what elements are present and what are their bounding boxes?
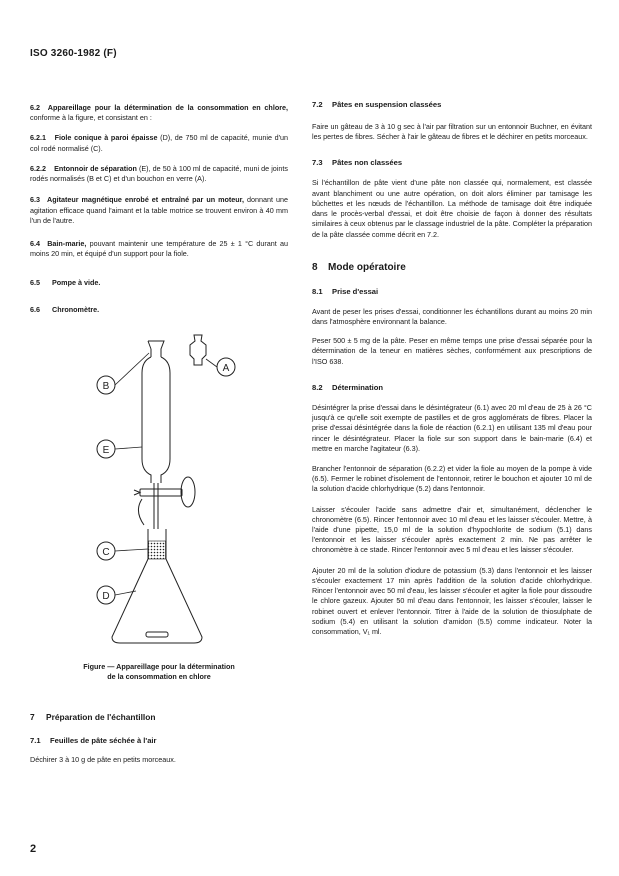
conical-flask	[112, 559, 202, 643]
ground-joint	[149, 541, 166, 559]
section-8-1-para-2: Peser 500 ± 5 mg de la pâte. Peser en même temps une prise d'essai séparée pour la détermination de la teneur en matières sèches, conformément aux prescriptions de l'ISO 638.	[312, 336, 592, 366]
section-6-5: 6.5 Pompe à vide.	[30, 278, 101, 288]
separating-funnel	[142, 357, 151, 483]
stirrer-bar	[146, 632, 168, 637]
page-number: 2	[30, 843, 37, 855]
section-8-1-heading: 8.1 Prise d'essai	[312, 286, 379, 296]
section-8-2-para-1: Désintégrer la prise d'essai dans le désintégrateur (6.1) avec 20 ml d'eau de 25 à 26 °C jusqu'à ce qu'elle soit exempte de pastilles et de gros agglomérats de fibres. Placer la prise d'essai désintégrée dans la fiole de réaction (6.2.1) en utilisant 135 ml d'eau pour rincer le désintégrateur. Placer la fiole sur son support dans le bain-marie (6.4) et mettre en marche l'agitateur (6.3).	[312, 402, 592, 453]
section-8-2-para-3: Laisser s'écouler l'acide sans admettre d'air et, simultanément, déclencher le chronomètre (6.5). Rincer l'entonnoir avec 10 ml d'eau et les laisser s'écouler. Mettre, à l'aide d'une pipette, 15,0 ml de la solution d'hypochlorite de sodium (5.1) dans l'entonnoir et les laisser s'écouler après exactement 2 min. Ne pas arrêter le chronomètre à ce stade. Rincer l'entonnoir avec 5 ml d'eau et les laisser s'écouler.	[312, 504, 592, 555]
section-8-1-para-1: Avant de peser les prises d'essai, conditionner les échantillons durant au moins 20 min dans l'atmosphère environnant la balance.	[312, 306, 592, 326]
label-d: D	[102, 590, 110, 602]
section-6-3: 6.3 Agitateur magnétique enrobé et entraîné par un moteur, donnant une agitation efficace quand l'aimant et la table motrice se trouvent environ à 40 mm l'un de l'autre.	[30, 195, 288, 225]
section-7-heading: 7 Préparation de l'échantillon	[30, 712, 156, 722]
stopcock	[140, 489, 182, 496]
section-7-1-body: Déchirer 3 à 10 g de pâte en petits morceaux.	[30, 755, 176, 764]
glass-stopper	[190, 335, 206, 365]
section-6-4: 6.4 Bain-marie, pouvant maintenir une température de 25 ± 1 °C durant au moins 20 min, et équipé d'un support pour la fiole.	[30, 238, 288, 259]
section-8-2-para-2: Brancher l'entonnoir de séparation (6.2.2) et vider la fiole au moyen de la pompe à vide (6.5). Fermer le robinet d'isolement de l'entonnoir, retirer le bouchon et ajouter 10 ml de la solution d'acide chlorhydrique (5.2) dans l'entonnoir.	[312, 463, 592, 494]
stopcock-handle	[181, 477, 195, 507]
section-7-2-body: Faire un gâteau de 3 à 10 g sec à l'air par filtration sur un entonnoir Buchner, en évitant les pertes de fibres. Sécher à l'air le gâteau de fibres et le déchirer en petits morceaux.	[312, 122, 592, 142]
section-6-2-1: 6.2.1 Fiole conique à paroi épaisse (D), de 750 ml de capacité, munie d'un col rodé normalisé (C).	[30, 133, 288, 153]
label-b: B	[102, 380, 110, 392]
section-6-6: 6.6 Chronomètre.	[30, 304, 100, 314]
section-8-heading: 8 Mode opératoire	[312, 261, 406, 273]
section-7-3-body: Si l'échantillon de pâte vient d'une pâte non classée qui, normalement, est classée avant blanchiment ou une autre opération, on doit alors éliminer par tamisage les bûchettes et les nœuds de l'échantillon. La méthode de tamisage doit être indiquée dans le procès-verbal d'essai, et doit être choisie de façon à donner des résultats similaires à ceux obtenus par le classage industriel de la pâte. Compléter la préparation de la pâte classée comme décrit en 7.2.	[312, 178, 592, 239]
section-7-2-heading: 7.2 Pâtes en suspension classées	[312, 100, 442, 109]
document-header: ISO 3260-1982 (F)	[30, 48, 117, 59]
section-6-2-2: 6.2.2 Entonnoir de séparation (E), de 50 à 100 ml de capacité, muni de joints rodés normalisés (B et C) et d'un bouchon en verre (A).	[30, 163, 288, 184]
figure-caption: Figure — Appareillage pour la détermination de la consommation en chlore	[83, 661, 235, 681]
section-7-1-heading: 7.1 Feuilles de pâte séchée à l'air	[30, 736, 157, 745]
apparatus-figure	[30, 329, 280, 644]
right-column	[312, 97, 592, 637]
label-e: E	[102, 444, 110, 456]
section-6-2: 6.2 Appareillage pour la détermination de la consommation en chlore, conforme à la figure, et consistant en :	[30, 103, 288, 123]
section-7-3-heading: 7.3 Pâtes non classées	[312, 158, 403, 168]
left-column	[30, 97, 288, 765]
label-c: C	[102, 546, 110, 558]
section-8-2-para-4: Ajouter 20 ml de la solution d'iodure de potassium (5.3) dans l'entonnoir et les laisser s'écouler exactement 17 min après l'addition de la solution d'acide chlorhydrique. Rincer l'entonnoir avec 50 ml d'eau, les laisser s'écouler et agiter la fiole pour dissoudre le chlore gazeux. Ajouter 50 ml d'eau dans l'entonnoir, les laisser s'écouler, laisser le robinet ouvert et enlever l'entonnoir. Titrer à l'aide de la solution de thiosulphate de sodium (5.4) en utilisant la solution d'amidon (5.5) comme indicateur. Noter la consommation, V₁ ml.	[312, 565, 592, 636]
funnel-joint-b	[148, 341, 164, 357]
apparatus-drawing	[30, 329, 280, 649]
label-a: A	[222, 362, 230, 374]
section-8-2-heading: 8.2 Détermination	[312, 382, 384, 392]
